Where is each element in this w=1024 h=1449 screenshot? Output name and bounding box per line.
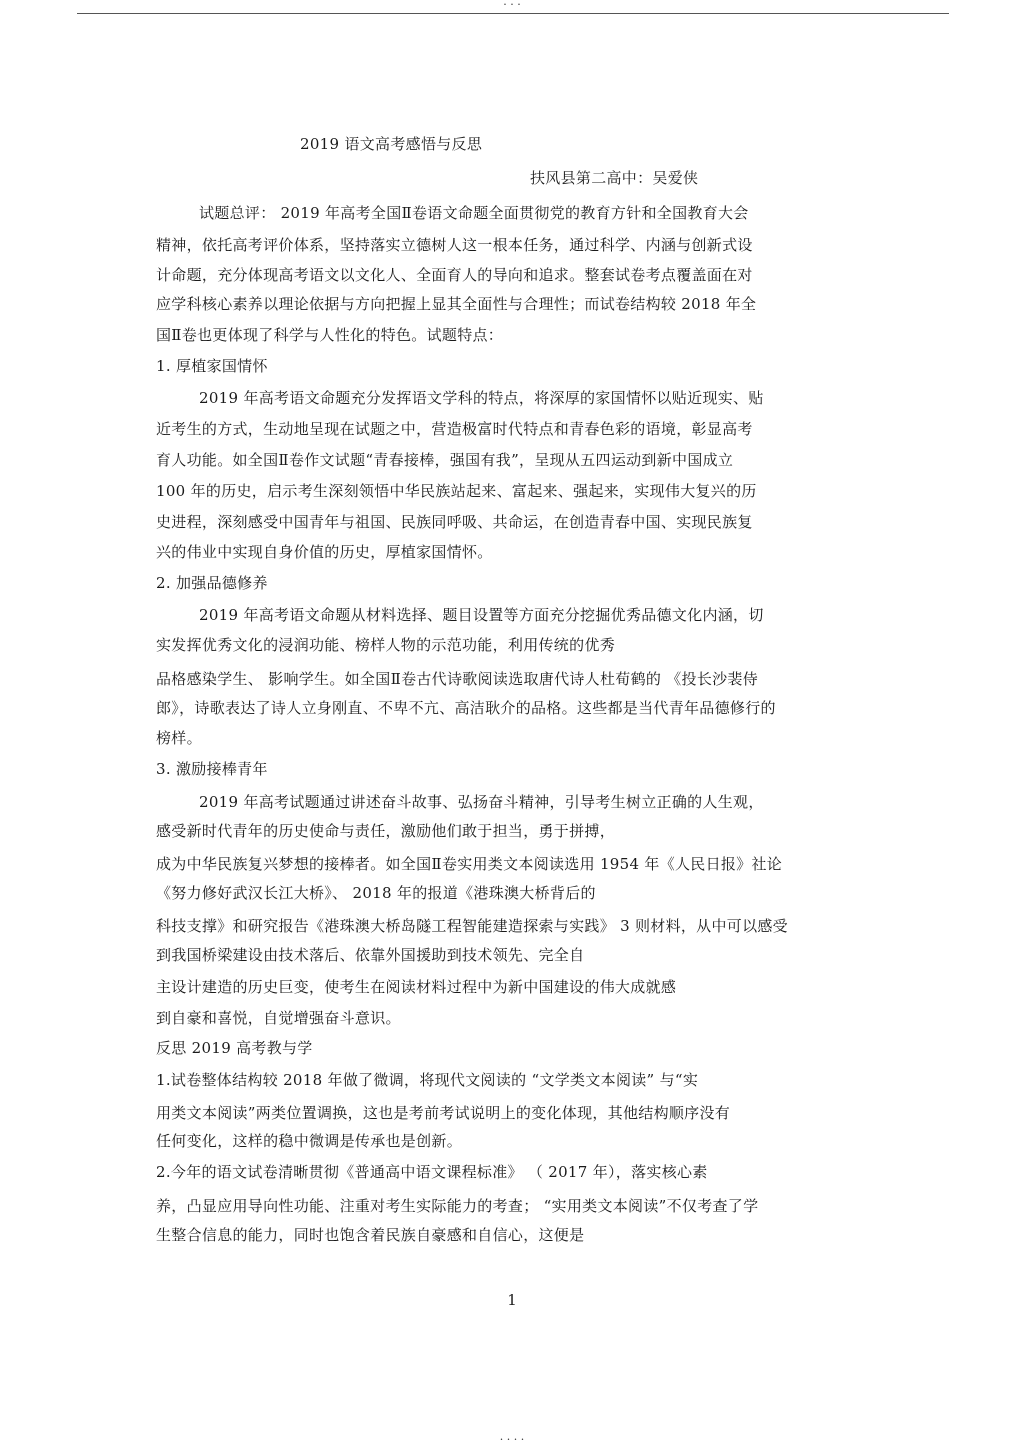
document-title: 2019 语文高考感悟与反思 [300, 135, 483, 153]
section-heading: 2. 加强品德修养 [156, 574, 268, 592]
section-heading: 3. 激励接棒青年 [156, 760, 268, 778]
body-line: 试题总评： 2019 年高考全国Ⅱ卷语文命题全面贯彻党的教育方针和全国教育大会 [199, 204, 749, 222]
body-line: 郎》，诗歌表达了诗人立身刚直、不卑不亢、高洁耿介的品格。这些都是当代青年品德修行的 [156, 699, 776, 717]
section-heading: 反思 2019 高考教与学 [156, 1039, 313, 1057]
body-line: 主设计建造的历史巨变，使考生在阅读材料过程中为新中国建设的伟大成就感 [156, 978, 677, 996]
body-line: 榜样。 [156, 729, 202, 747]
body-line: 2019 年高考语文命题从材料选择、题目设置等方面充分挖掘优秀品德文化内涵，切 [199, 606, 764, 624]
body-line: 兴的伟业中实现自身价值的历史，厚植家国情怀。 [156, 543, 493, 561]
body-line: 2019 年高考试题通过讲述奋斗故事、弘扬奋斗精神，引导考生树立正确的人生观， [199, 793, 764, 811]
body-line: 实发挥优秀文化的浸润功能、榜样人物的示范功能，利用传统的优秀 [156, 636, 616, 654]
body-line: 到我国桥梁建设由技术落后、依靠外国援助到技术领先、完全自 [156, 946, 585, 964]
body-line: 养，凸显应用导向性功能、注重对考生实际能力的考查； “实用类文本阅读”不仅考查了学 [156, 1197, 759, 1215]
section-heading: 1. 厚植家国情怀 [156, 357, 268, 375]
body-line: 成为中华民族复兴梦想的接棒者。如全国Ⅱ卷实用类文本阅读选用 1954 年《人民日报》社论 [156, 855, 783, 873]
header-rule [77, 13, 949, 14]
body-line: 《努力修好武汉长江大桥》、 2018 年的报道《港珠澳大桥背后的 [156, 884, 596, 902]
top-dots: · · · [503, 0, 521, 11]
body-line: 国Ⅱ卷也更体现了科学与人性化的特色。试题特点： [156, 326, 504, 344]
body-line: 近考生的方式，生动地呈现在试题之中，营造极富时代特点和青春色彩的语境，彰显高考 [156, 420, 753, 438]
body-line: 计命题，充分体现高考语文以文化人、全面育人的导向和追求。整套试卷考点覆盖面在对 [156, 266, 753, 284]
body-line: 科技支撑》和研究报告《港珠澳大桥岛隧工程智能建造探索与实践》 3 则材料，从中可以感受 [156, 917, 788, 935]
page-number: 1 [507, 1291, 517, 1309]
body-line: 任何变化，这样的稳中微调是传承也是创新。 [156, 1132, 463, 1150]
author-line: 扶风县第二高中：吴爱侠 [530, 169, 699, 187]
body-line: 育人功能。如全国Ⅱ卷作文试题“青春接棒，强国有我”，呈现从五四运动到新中国成立 [156, 451, 734, 469]
body-line: 2.今年的语文试卷清晰贯彻《普通高中语文课程标准》 （ 2017 年），落实核心素 [156, 1163, 708, 1181]
body-line: 生整合信息的能力，同时也饱含着民族自豪感和自信心，这便是 [156, 1226, 585, 1244]
body-line: 到自豪和喜悦，自觉增强奋斗意识。 [156, 1009, 401, 1027]
body-line: 精神，依托高考评价体系，坚持落实立德树人这一根本任务，通过科学、内涵与创新式设 [156, 236, 753, 254]
bottom-dots: · · · · [499, 1433, 525, 1446]
body-line: 史进程，深刻感受中国青年与祖国、民族同呼吸、共命运，在创造青春中国、实现民族复 [156, 513, 753, 531]
body-line: 1.试卷整体结构较 2018 年做了微调，将现代文阅读的 “文学类文本阅读” 与“实 [156, 1071, 699, 1089]
body-line: 应学科核心素养以理论依据与方向把握上显其全面性与合理性；而试卷结构较 2018 年全 [156, 295, 757, 313]
body-line: 2019 年高考语文命题充分发挥语文学科的特点，将深厚的家国情怀以贴近现实、贴 [199, 389, 764, 407]
body-line: 品格感染学生、 影响学生。如全国Ⅱ卷古代诗歌阅读选取唐代诗人杜荀鹤的 《投长沙裴侍 [156, 670, 759, 688]
body-line: 100 年的历史，启示考生深刻领悟中华民族站起来、富起来、强起来，实现伟大复兴的历 [156, 482, 757, 500]
body-line: 感受新时代青年的历史使命与责任，激励他们敢于担当，勇于拼搏， [156, 822, 616, 840]
body-line: 用类文本阅读”两类位置调换，这也是考前考试说明上的变化体现，其他结构顺序没有 [156, 1104, 731, 1122]
